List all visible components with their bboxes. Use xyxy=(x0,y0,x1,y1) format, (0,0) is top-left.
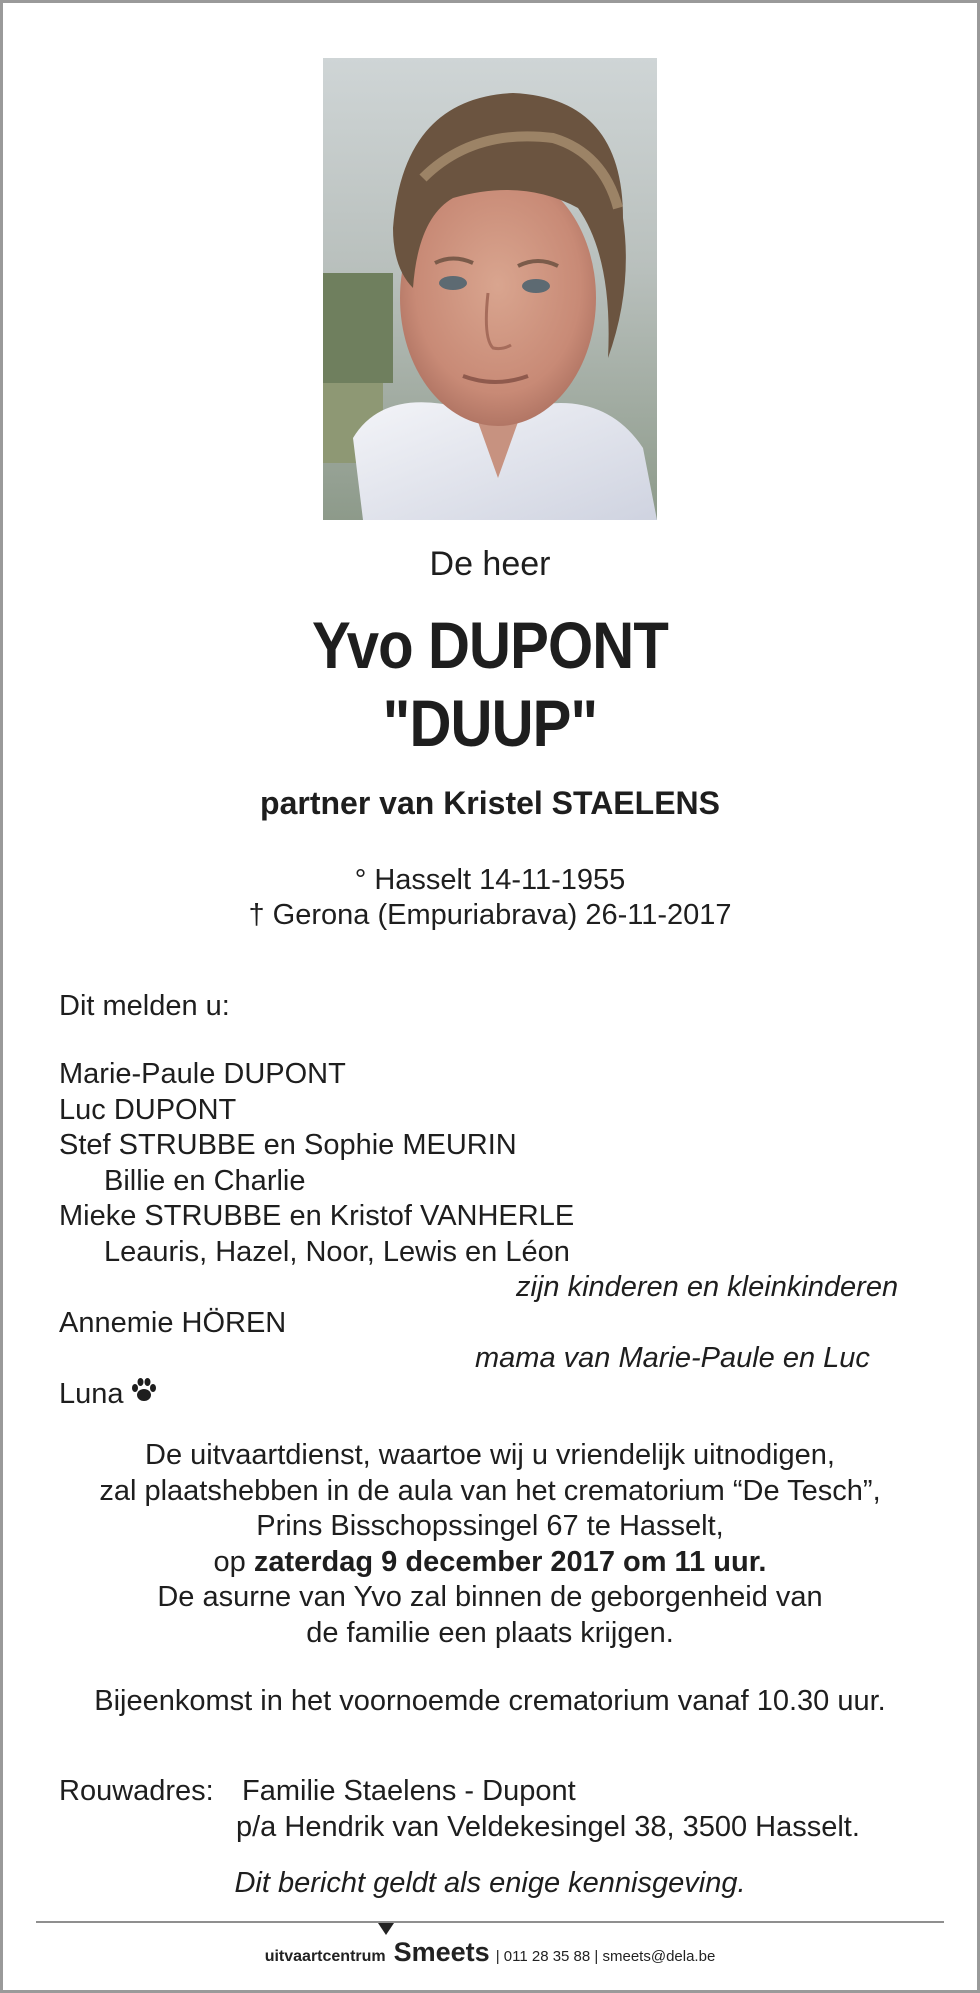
footer-brand: Smeets xyxy=(393,1937,490,1967)
family-row: Luc DUPONT xyxy=(59,1093,237,1126)
announce-line: Dit melden u: xyxy=(59,990,230,1022)
pet-name: Luna xyxy=(59,1377,124,1410)
family-list xyxy=(59,1057,939,1412)
birth-line: ° Hasselt 14-11-1955 xyxy=(354,864,626,896)
triangle-marker-icon xyxy=(378,1923,394,1935)
footer-separator: | xyxy=(495,1948,500,1965)
footer-phone: 011 28 35 88 xyxy=(503,1948,591,1965)
family-row: Stef STRUBBE en Sophie MEURIN xyxy=(59,1129,517,1161)
death-line: † Gerona (Empuriabrava) 26-11-2017 xyxy=(248,899,732,931)
footer-separator: | xyxy=(594,1948,599,1965)
family-note: zijn kinderen en kleinkinderen xyxy=(516,1271,899,1303)
service-line: De uitvaartdienst, waartoe wij u vriendelijk uitnodigen, xyxy=(145,1439,835,1471)
family-row: Annemie HÖREN xyxy=(59,1306,287,1339)
life-dates xyxy=(0,863,980,933)
footer-divider xyxy=(36,1921,944,1923)
paw-icon xyxy=(130,1377,158,1413)
family-row: Marie-Paule DUPONT xyxy=(59,1058,346,1090)
service-line: De asurne van Yvo zal binnen de geborgenheid van xyxy=(157,1581,823,1613)
family-row: Mieke STRUBBE en Kristof VANHERLE xyxy=(59,1200,575,1232)
service-date: zaterdag 9 december 2017 om 11 uur. xyxy=(253,1545,767,1578)
address-line-2: p/a Hendrik van Veldekesingel 38, 3500 Hasselt. xyxy=(236,1810,860,1843)
address-line-1: Familie Staelens - Dupont xyxy=(242,1775,576,1807)
service-line: zal plaatshebben in de aula van het crematorium “De Tesch”, xyxy=(99,1474,881,1507)
mourning-address xyxy=(59,1774,860,1845)
nickname: "DUUP" xyxy=(382,686,598,760)
gathering-line: Bijeenkomst in het voornoemde crematorium vanaf 10.30 uur. xyxy=(94,1685,886,1717)
service-date-prefix: op xyxy=(213,1545,246,1578)
family-note: mama van Marie-Paule en Luc xyxy=(475,1342,870,1374)
notice-line: Dit bericht geldt als enige kennisgeving. xyxy=(234,1867,746,1899)
deceased-name xyxy=(59,606,921,762)
partner-line: partner van Kristel STAELENS xyxy=(260,785,720,821)
address-label: Rouwadres: xyxy=(59,1775,214,1807)
service-line: de familie een plaats krijgen. xyxy=(306,1616,674,1649)
footer-email: smeets@dela.be xyxy=(602,1948,716,1965)
family-row: Leauris, Hazel, Noor, Lewis en Léon xyxy=(104,1235,570,1268)
family-row-luna xyxy=(59,1377,939,1413)
name-line-1: Yvo DUPONT xyxy=(312,608,668,682)
service-date-line xyxy=(0,1545,980,1581)
footer-brand-small: uitvaartcentrum xyxy=(264,1948,386,1965)
service-line: Prins Bisschopssingel 67 te Hasselt, xyxy=(256,1510,724,1542)
portrait-photo xyxy=(323,58,657,520)
title-prefix: De heer xyxy=(429,545,551,583)
family-row: Billie en Charlie xyxy=(104,1164,306,1197)
service-details xyxy=(0,1438,980,1651)
footer xyxy=(0,1937,980,1968)
